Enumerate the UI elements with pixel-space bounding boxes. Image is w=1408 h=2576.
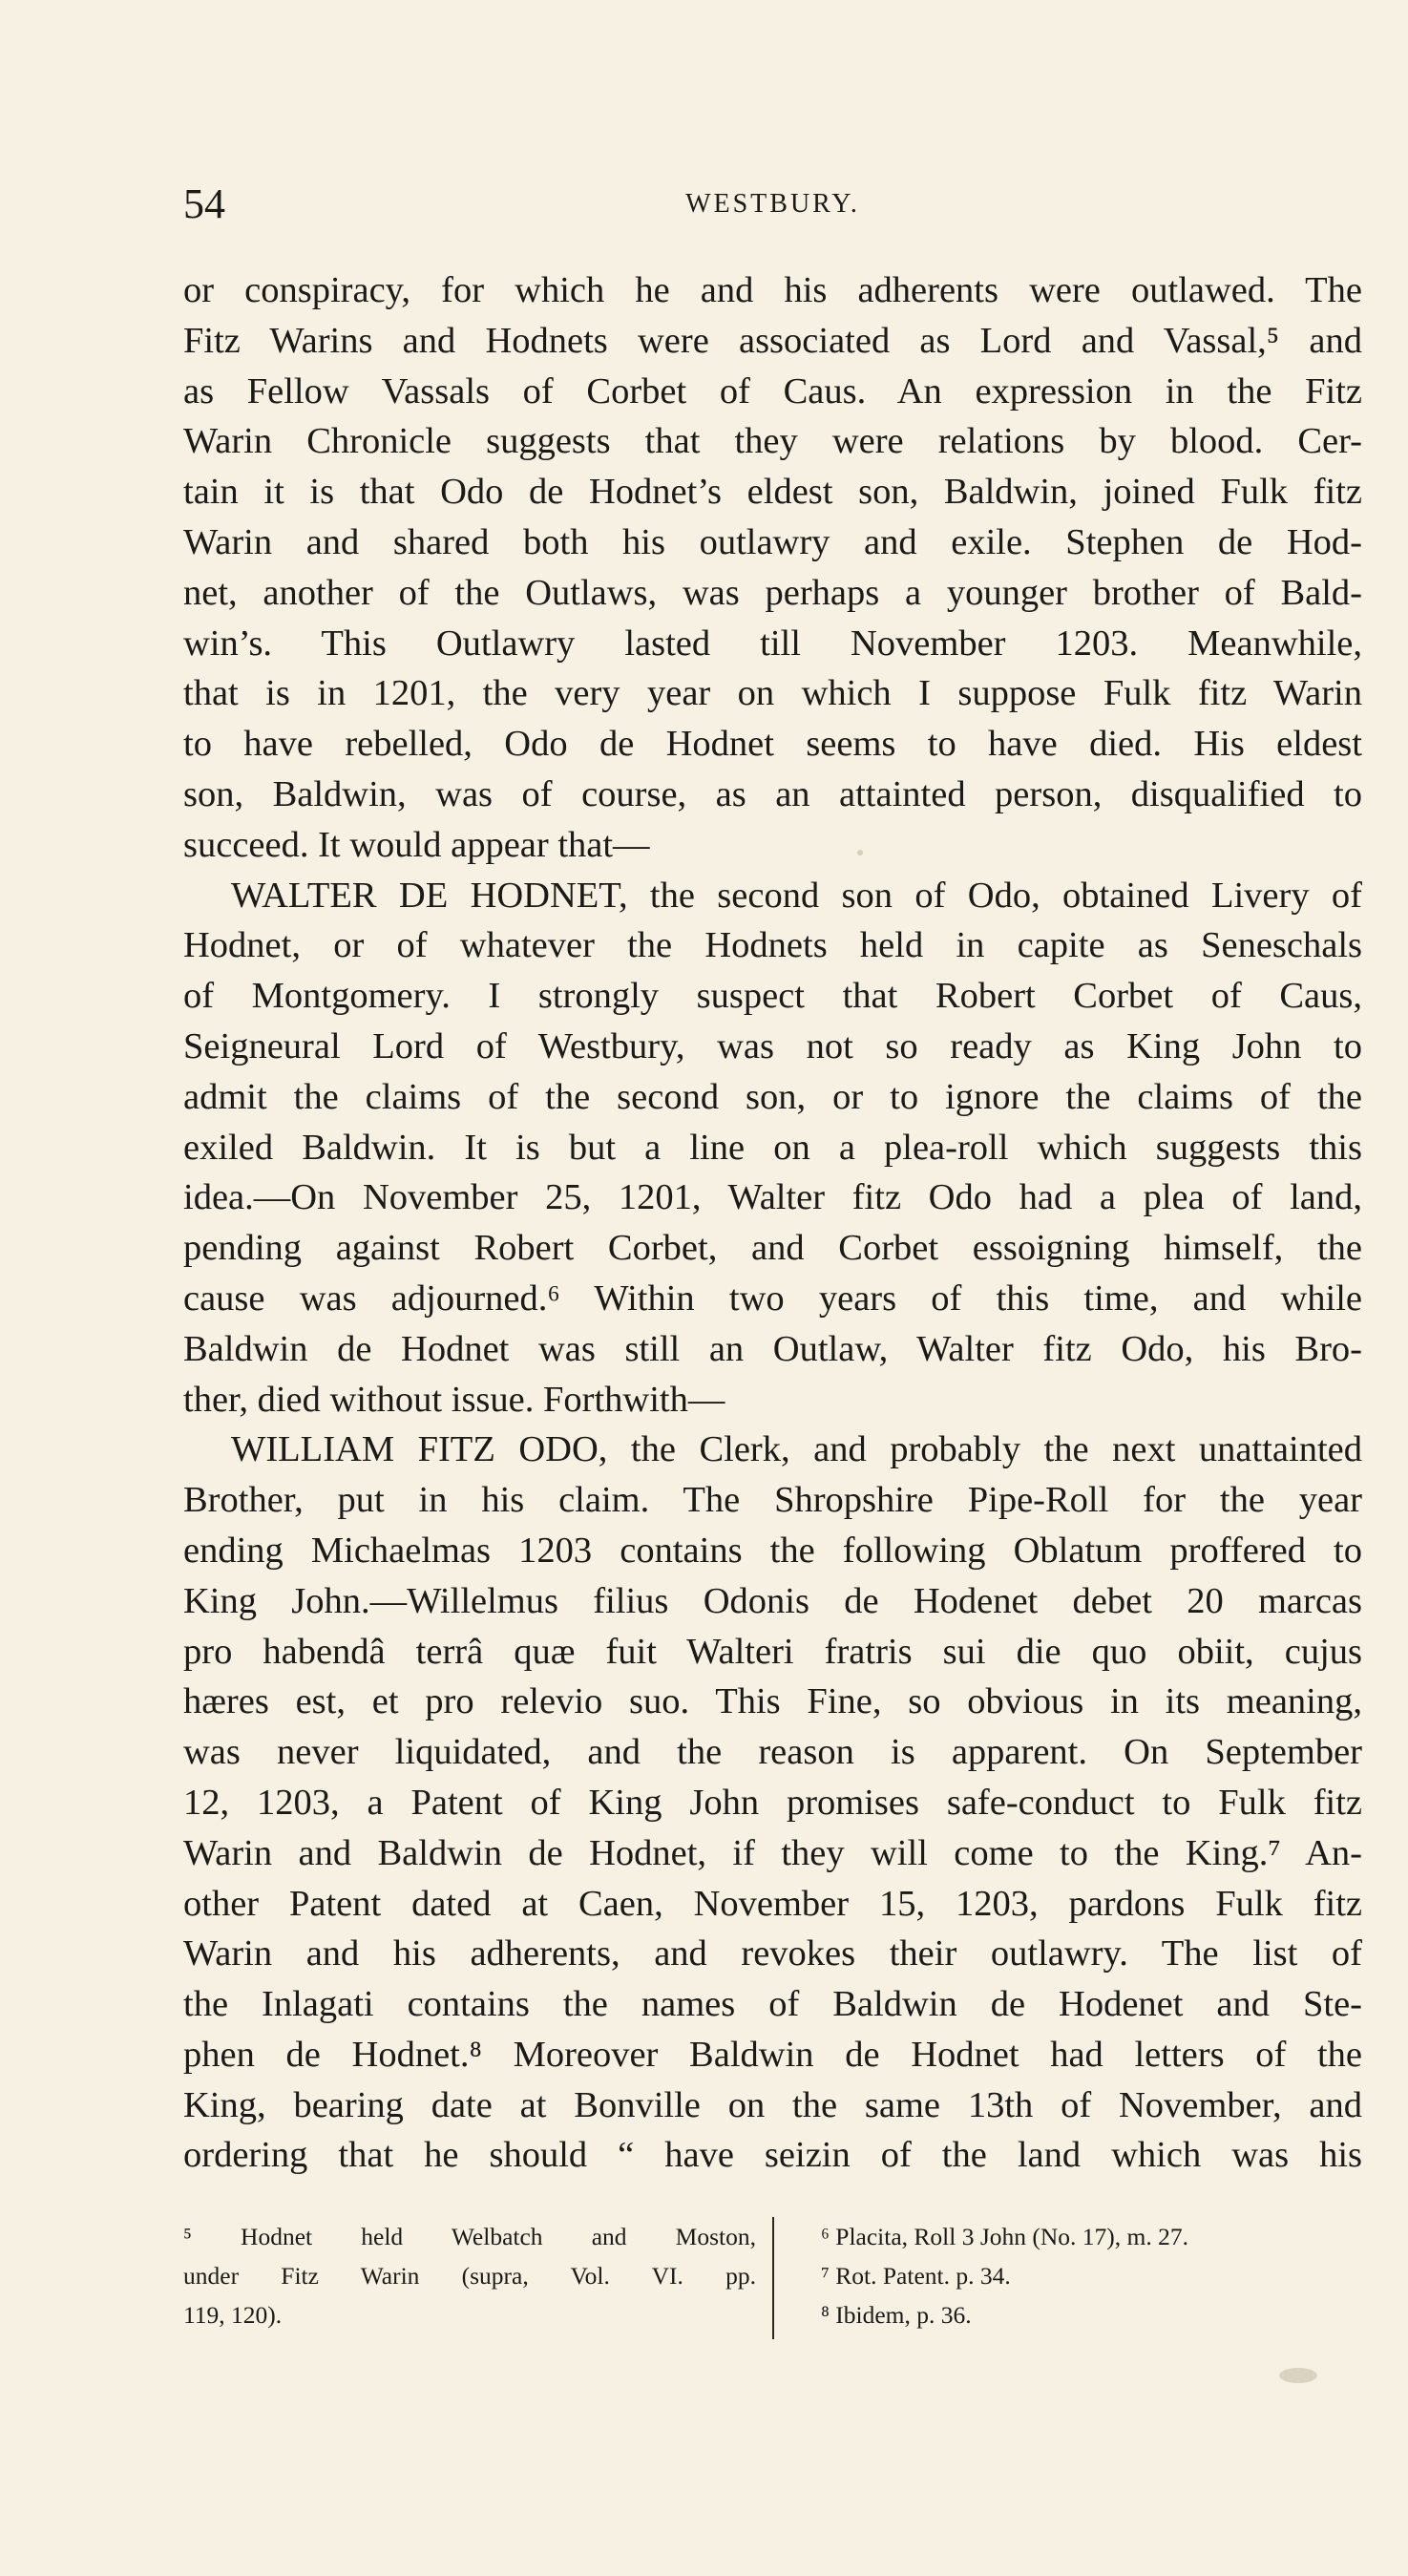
text-line: pending against Robert Corbet, and Corbet essoigning himself, the [183, 1228, 1362, 1269]
text-line: succeed. It would appear that— [183, 824, 650, 865]
footnote-line: 119, 120). [183, 2301, 283, 2329]
text-line: ordering that he should “ have seizin of the land which was his [183, 2135, 1362, 2176]
paper-speck [1279, 2368, 1317, 2383]
paper-speck [857, 850, 863, 855]
text-line: was never liquidated, and the reason is apparent. On September [183, 1732, 1362, 1773]
footnote-line: ⁶ Placita, Roll 3 John (No. 17), m. 27. [821, 2223, 1188, 2250]
text-line: Brother, put in his claim. The Shropshire Pipe-Roll for the year [183, 1480, 1362, 1521]
text-line: Seigneural Lord of Westbury, was not so ready as King John to [183, 1025, 1362, 1066]
text-line: ther, died without issue. Forthwith— [183, 1379, 725, 1420]
text-line: the Inlagati contains the names of Baldwin de Hodenet and Ste- [183, 1984, 1362, 2025]
text-line: Warin and shared both his outlawry and exile. Stephen de Hod- [183, 521, 1362, 562]
page-number: 54 [183, 180, 225, 227]
footnote-line: ⁸ Ibidem, p. 36. [821, 2301, 972, 2329]
text-line: pro habendâ terrâ quæ fuit Walteri fratris sui die quo obiit, cujus [183, 1631, 1362, 1672]
footnotes [183, 2217, 1362, 2341]
text-line: exiled Baldwin. It is but a line on a plea-roll which suggests this [183, 1127, 1362, 1168]
footnotes-left-column [183, 2217, 756, 2334]
text-line: phen de Hodnet.⁸ Moreover Baldwin de Hodnet had letters of the [183, 2034, 1362, 2075]
text-line: other Patent dated at Caen, November 15, 1203, pardons Fulk fitz [183, 1883, 1362, 1924]
text-line: of Montgomery. I strongly suspect that Robert Corbet of Caus, [183, 976, 1362, 1017]
text-line: or conspiracy, for which he and his adherents were outlawed. The [183, 270, 1362, 310]
text-line: cause was adjourned.⁶ Within two years of this time, and while [183, 1277, 1362, 1319]
text-line: Warin Chronicle suggests that they were relations by blood. Cer- [183, 421, 1362, 462]
text-line: Baldwin de Hodnet was still an Outlaw, Walter fitz Odo, his Bro- [183, 1328, 1362, 1369]
text-line: ending Michaelmas 1203 contains the following Oblatum proffered to [183, 1530, 1362, 1571]
text-line: to have rebelled, Odo de Hodnet seems to have died. His eldest [183, 724, 1362, 765]
text-line: Fitz Warins and Hodnets were associated as Lord and Vassal,⁵ and [183, 320, 1362, 361]
text-line: King, bearing date at Bonville on the same 13th of November, and [183, 2084, 1362, 2125]
text-line: WILLIAM FITZ ODO, the Clerk, and probably the next unattainted [231, 1429, 1362, 1470]
footnote-line: ⁵ Hodnet held Welbatch and Moston, [183, 2223, 756, 2250]
text-line: net, another of the Outlaws, was perhaps a younger brother of Bald- [183, 572, 1362, 613]
running-head: WESTBURY. [685, 189, 860, 219]
footnote-line: under Fitz Warin (supra, Vol. VI. pp. [183, 2262, 756, 2290]
text-line: Warin and Baldwin de Hodnet, if they will come to the King.⁷ An- [183, 1832, 1362, 1873]
footnotes-right-column [821, 2217, 1362, 2334]
text-line: idea.—On November 25, 1201, Walter fitz Odo had a plea of land, [183, 1177, 1362, 1218]
text-line: Hodnet, or of whatever the Hodnets held in capite as Seneschals [183, 925, 1362, 966]
text-line: hæres est, et pro relevio suo. This Fine, so obvious in its meaning, [183, 1681, 1362, 1722]
text-line: 12, 1203, a Patent of King John promises safe-conduct to Fulk fitz [183, 1782, 1362, 1823]
text-line: admit the claims of the second son, or to ignore the claims of the [183, 1076, 1362, 1117]
text-line: Warin and his adherents, and revokes their outlawry. The list of [183, 1933, 1362, 1974]
text-line: WALTER DE HODNET, the second son of Odo, obtained Livery of [231, 875, 1362, 916]
text-line: as Fellow Vassals of Corbet of Caus. An expression in the Fitz [183, 370, 1362, 412]
page-header [183, 179, 1362, 237]
text-line: that is in 1201, the very year on which I suppose Fulk fitz Warin [183, 673, 1362, 714]
text-line: tain it is that Odo de Hodnet’s eldest son, Baldwin, joined Fulk fitz [183, 472, 1362, 513]
footnote-divider [772, 2217, 774, 2339]
text-line: King John.—Willelmus filius Odonis de Hodenet debet 20 marcas [183, 1580, 1362, 1621]
text-line: son, Baldwin, was of course, as an attainted person, disqualified to [183, 773, 1362, 814]
body-text [183, 265, 1362, 2181]
text-line: win’s. This Outlawry lasted till November 1203. Meanwhile, [183, 623, 1362, 664]
footnote-line: ⁷ Rot. Patent. p. 34. [821, 2262, 1011, 2290]
